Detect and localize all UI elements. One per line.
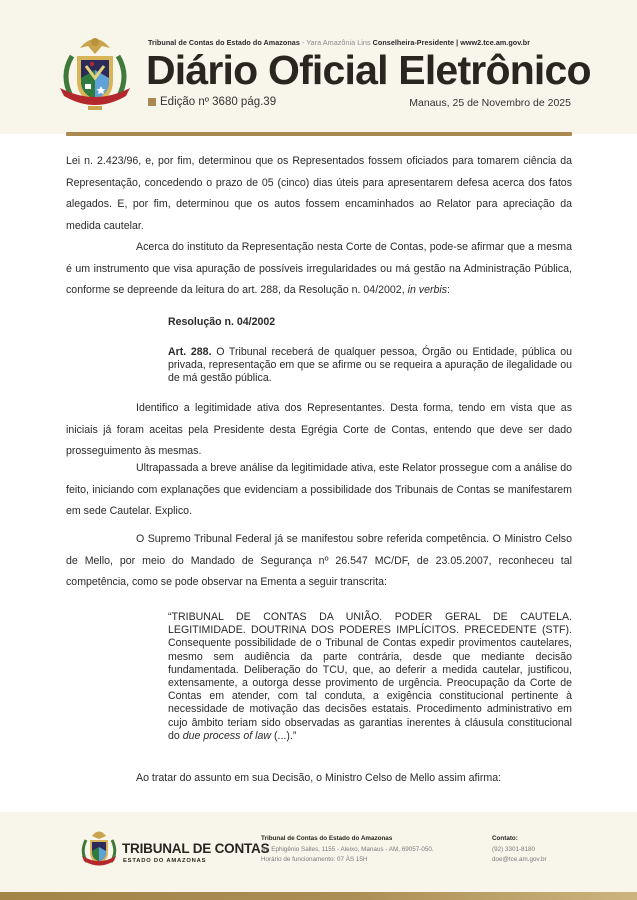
article-288-quote: Art. 288. O Tribunal receberá de qualquer pessoa, Órgão ou Entidade, pública ou privada, representação em que se afirme ou se requeira a apuração de ilegalidade ou de má gestão pública. xyxy=(168,346,572,385)
edition-number: Edição nº 3680 pág.39 xyxy=(160,96,277,108)
footer-brand-subtitle: ESTADO DO AMAZONAS xyxy=(123,858,207,864)
square-bullet-icon xyxy=(148,98,156,106)
masthead xyxy=(0,0,637,134)
footer-contact: Contato: (92) 3301-8180 doe@tce.am.gov.br xyxy=(492,834,547,866)
institution-name: Tribunal de Contas do Estado do Amazonas xyxy=(148,38,300,47)
page-footer xyxy=(0,812,637,900)
stf-ementa-quote: “TRIBUNAL DE CONTAS DA UNIÃO. PODER GERAL DE CAUTELA. LEGITIMIDADE. DOUTRINA DOS PODERES IMPLÍCITOS. PRECEDENTE (STF). Consequente possibilidade de o Tribunal de Contas expedir provimentos cautelares, mesmo sem audiência da parte contrária, desde que mediante decisão fundamentada. Deliberação do TCU, que, ao deferir a medida cautelar, justificou, extensamente, a outorga desse provimento de urgência. Preocupação da Corte de Contas em atender, com tal conduta, a exigência constitucional pertinente à necessidade de motivação das decisões estatais. Procedimento administrativo em cujo âmbito teriam sido observadas as garantias inerentes à cláusula constitucional do due process of law (...).” xyxy=(168,611,572,742)
article-label: Art. 288. xyxy=(168,346,212,358)
paragraph-2: Acerca do instituto da Representação nesta Corte de Contas, pode-se afirmar que a mesma é um instrumento que visa apuração de possíveis irregularidades ou má gestão na Administração Pública, conforme se depreende da leitura do art. 288, da Resolução n. 04/2002, in verbis: xyxy=(66,241,572,296)
masthead-title: Diário Oficial Eletrônico xyxy=(146,47,591,93)
edition-info xyxy=(148,96,276,108)
paragraph-1: Lei n. 2.423/96, e, por fim, determinou que os Representados fossem oficiados para tomarem ciência da Representação, concedendo o prazo de 05 (cinco) dias úteis para apresentarem defesa acerca dos fatos alegados. E, por fim, determinou que os autos fossem encaminhados ao Relator para apreciação da medida cautelar. xyxy=(66,155,572,232)
publication-date: Manaus, 25 de Novembro de 2025 xyxy=(409,97,571,109)
paragraph-5: O Supremo Tribunal Federal já se manifestou sobre referida competência. O Ministro Celso de Mello, por meio do Mandado de Segurança nº 26.547 MC/DF, de 23.05.2007, reconheceu tal competência, como se pode observar na Ementa a seguir transcrita: xyxy=(66,533,572,588)
resolution-title: Resolução n. 04/2002 xyxy=(168,316,276,328)
footer-brand-title: TRIBUNAL DE CONTAS xyxy=(122,841,270,856)
paragraph-4: Ultrapassada a breve análise da legitimidade ativa, este Relator prossegue com a análise do feito, iniciando com explanações que evidenciam a possibilidade dos Tribunais de Contas se manifestarem em sede Cautelar. Explico. xyxy=(66,462,572,517)
footer-address: Tribunal de Contas do Estado do Amazonas Av. Ephigênio Salles, 1155 - Aleixo, Manaus - AM, 69057-050. Horário de funcionamento: 07 ÀS 15H xyxy=(261,835,434,863)
paragraph-3: Identifico a legitimidade ativa dos Representantes. Desta forma, tendo em vista que as iniciais já foram aceitas pela Presidente desta Egrégia Corte de Contas, entendo que deve ser dado prosseguimento às mesmas. xyxy=(66,402,572,457)
tce-crest-small-icon xyxy=(78,826,120,870)
president-name: Yara Amazônia Lins xyxy=(306,38,371,47)
header-divider xyxy=(66,132,572,136)
president-title: Conselheira-Presidente xyxy=(372,38,455,47)
footer-gold-bar xyxy=(0,892,637,900)
masthead-info-line: Tribunal de Contas do Estado do Amazonas - Yara Amazônia Lins Conselheira-Presidente | www2.tce.am.gov.br xyxy=(148,38,531,47)
contact-phone: (92) 3301-8180 xyxy=(492,845,536,853)
paragraph-6: Ao tratar do assunto em sua Decisão, o Ministro Celso de Mello assim afirma: xyxy=(136,772,502,784)
contact-email[interactable]: doe@tce.am.gov.br xyxy=(492,856,547,863)
tce-crest-icon xyxy=(50,26,140,116)
website-link[interactable]: www2.tce.am.gov.br xyxy=(460,38,531,47)
